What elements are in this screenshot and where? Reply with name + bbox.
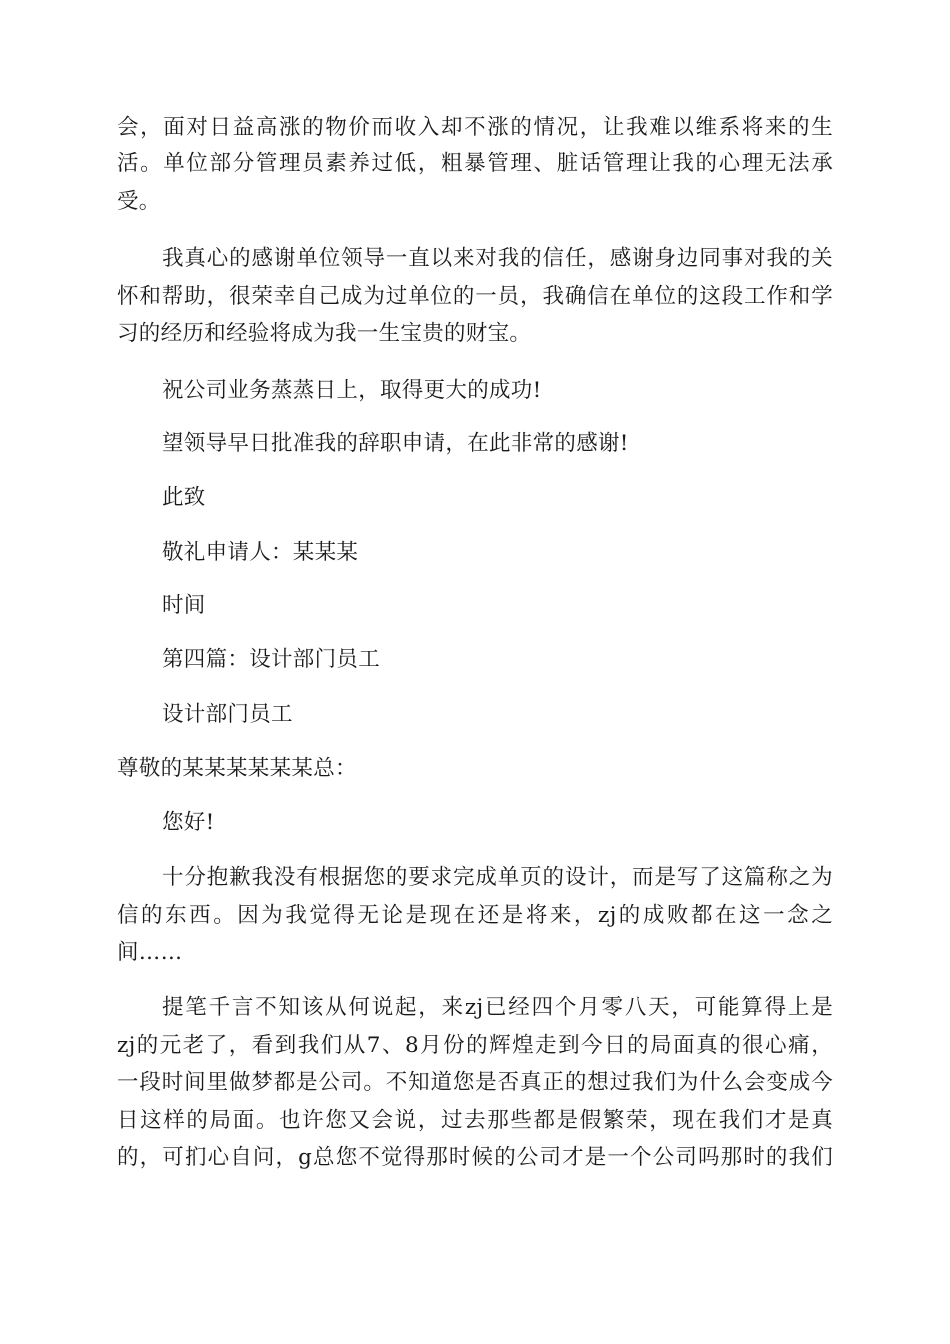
text-line: 会，面对日益高涨的物价而收入却不涨的情况，让我难以维系将来的生 [117, 115, 833, 140]
section-heading: 第四篇：设计部门员工 [162, 647, 381, 672]
text-line: 的，可扪心自问，g总您不觉得那时候的公司才是一个公司吗那时的我们 [117, 1145, 833, 1170]
text-line: 望领导早日批准我的辞职申请，在此非常的感谢! [162, 431, 629, 456]
text-line: 一段时间里做梦都是公司。不知道您是否真正的想过我们为什么会变成今 [117, 1070, 833, 1095]
salutation: 尊敬的某某某某某某总： [117, 756, 357, 781]
text-line: 习的经历和经验将成为我一生宝贵的财宝。 [117, 321, 532, 346]
text-line: 受。 [117, 189, 161, 214]
text-line: 信的东西。因为我觉得无论是现在还是将来，zj的成败都在这一念之 [117, 903, 833, 928]
text-line: 活。单位部分管理员素养过低，粗暴管理、脏话管理让我的心理无法承 [117, 151, 833, 176]
text-line: 时间 [162, 593, 206, 618]
text-line: 此致 [162, 485, 206, 510]
text-line: zj的元老了，看到我们从7、8月份的辉煌走到今日的局面真的很心痛， [117, 1033, 833, 1058]
document-title: 设计部门员工 [162, 702, 293, 727]
text-line: 提笔千言不知该从何说起，来zj已经四个月零八天，可能算得上是 [162, 995, 833, 1020]
text-line: 祝公司业务蒸蒸日上，取得更大的成功! [162, 378, 542, 403]
text-line: 敬礼申请人：某某某 [162, 540, 359, 565]
text-line: 怀和帮助，很荣幸自己成为过单位的一员，我确信在单位的这段工作和学 [117, 284, 833, 309]
text-line: 间…… [117, 940, 183, 965]
text-line: 十分抱歉我没有根据您的要求完成单页的设计，而是写了这篇称之为 [162, 865, 833, 890]
greeting: 您好! [162, 810, 215, 835]
text-line: 我真心的感谢单位领导一直以来对我的信任，感谢身边同事对我的关 [162, 246, 833, 271]
text-line: 日这样的局面。也许您又会说，过去那些都是假繁荣，现在我们才是真 [117, 1108, 833, 1133]
